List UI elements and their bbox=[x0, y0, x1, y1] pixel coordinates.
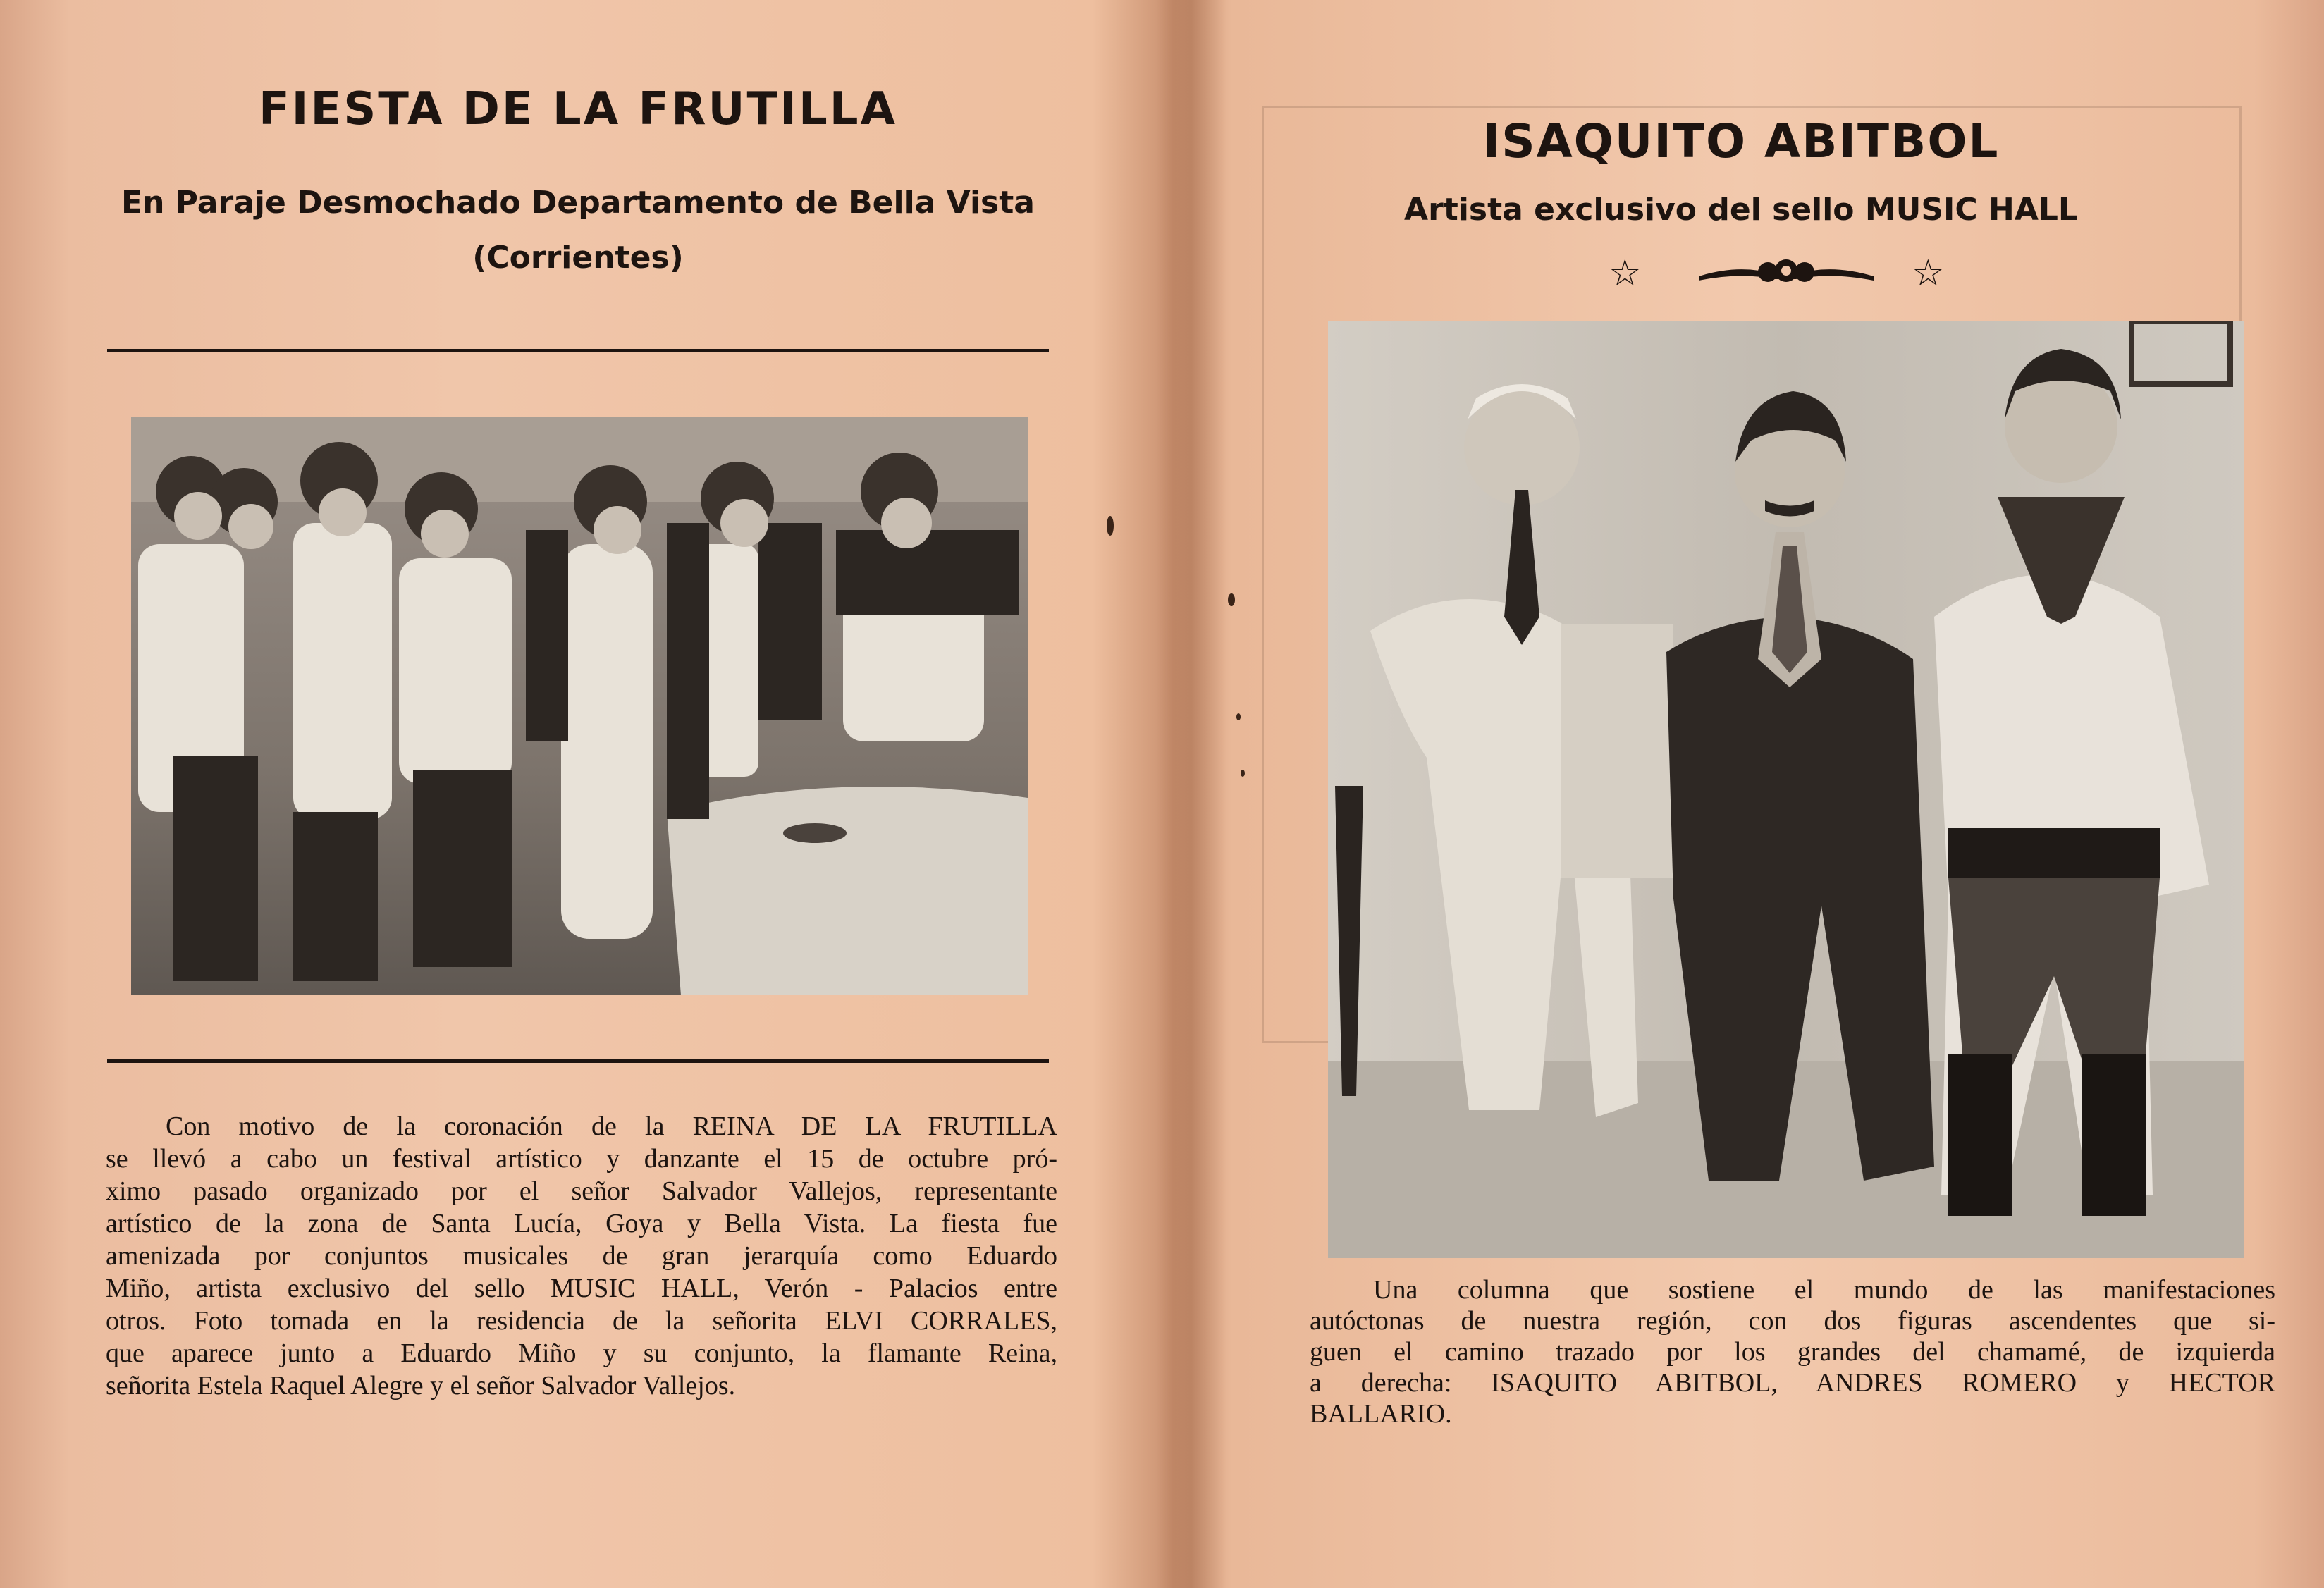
right-page-title: ISAQUITO ABITBOL bbox=[1482, 114, 2000, 168]
left-caption-line: Miño, artista exclusivo del sello MUSIC HALL, Verón - Palacios entre bbox=[106, 1274, 1057, 1303]
right-caption-line: guen el camino trazado por los grandes del chamamé, de izquierda bbox=[1310, 1337, 2275, 1367]
star-left-icon: ☆ bbox=[1609, 252, 1642, 295]
right-caption bbox=[1310, 1274, 2275, 1429]
left-caption-line: que aparece junto a Eduardo Miño y su conjunto, la flamante Reina, bbox=[106, 1338, 1057, 1368]
print-speck bbox=[1236, 713, 1241, 720]
star-right-icon: ☆ bbox=[1912, 252, 1945, 295]
print-speck bbox=[1241, 770, 1245, 777]
right-caption-line: BALLARIO. bbox=[1310, 1399, 1452, 1429]
right-caption-line: a derecha: ISAQUITO ABITBOL, ANDRES ROMERO y HECTOR bbox=[1310, 1368, 2275, 1398]
print-speck bbox=[1228, 593, 1235, 606]
left-page-subtitle-line2: (Corrientes) bbox=[472, 240, 684, 276]
left-page-subtitle-line1: En Paraje Desmochado Departamento de Bella Vista bbox=[121, 185, 1035, 221]
left-caption-line: señorita Estela Raquel Alegre y el señor Salvador Vallejos. bbox=[106, 1371, 736, 1401]
left-caption-line: otros. Foto tomada en la residencia de la señorita ELVI CORRALES, bbox=[106, 1306, 1057, 1336]
left-caption-line: Con motivo de la coronación de la REINA DE LA FRUTILLA bbox=[166, 1112, 1057, 1141]
right-page bbox=[1191, 0, 2324, 1588]
print-speck bbox=[1107, 516, 1114, 536]
right-caption-line: autóctonas de nuestra región, con dos figuras ascendentes que si- bbox=[1310, 1306, 2275, 1336]
right-caption-line: Una columna que sostiene el mundo de las manifestaciones bbox=[1373, 1275, 2275, 1305]
flourish-icon bbox=[1697, 257, 1875, 292]
left-caption-line: amenizada por conjuntos musicales de gran jerarquía como Eduardo bbox=[106, 1241, 1057, 1271]
three-men-photo-icon bbox=[1328, 321, 2244, 1258]
right-three-men-photo bbox=[1328, 321, 2244, 1258]
left-rule-bottom bbox=[107, 1059, 1049, 1063]
left-caption-line: se llevó a cabo un festival artístico y danzante el 15 de octubre pró- bbox=[106, 1144, 1057, 1174]
left-caption-line: artístico de la zona de Santa Lucía, Goya y Bella Vista. La fiesta fue bbox=[106, 1209, 1057, 1238]
left-page-title: FIESTA DE LA FRUTILLA bbox=[258, 83, 898, 135]
left-group-photo bbox=[131, 417, 1028, 995]
left-caption-line: ximo pasado organizado por el señor Salvador Vallejos, representante bbox=[106, 1176, 1057, 1206]
group-photo-icon bbox=[131, 417, 1028, 995]
left-caption bbox=[106, 1110, 1057, 1402]
right-page-subtitle: Artista exclusivo del sello MUSIC HALL bbox=[1404, 192, 2078, 228]
left-rule-top bbox=[107, 349, 1049, 352]
